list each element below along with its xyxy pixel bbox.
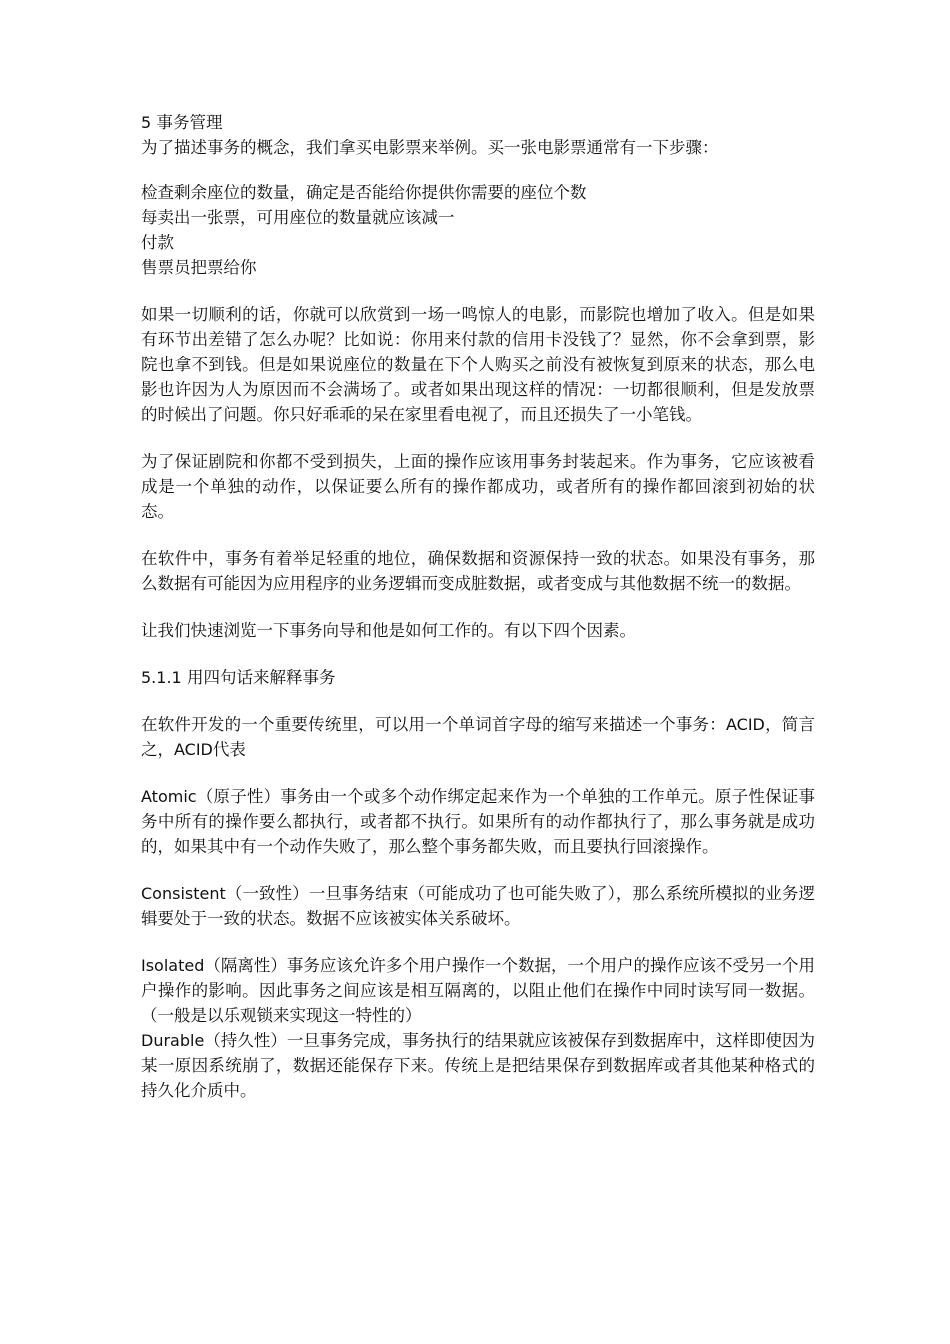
paragraph-scenario: 如果一切顺利的话，你就可以欣赏到一场一鸣惊人的电影，而影院也增加了收入。但是如果有环节出差错了怎么办呢？比如说：你用来付款的信用卡没钱了？显然，你不会拿到票，影院也拿不到钱。但是如果说座位的数量在下个人购买之前没有被恢复到原来的状态，那么电影也许因为人为原因而不会满场了。或者如果出现这样的情况：一切都很顺利，但是发放票的时候出了问题。你只好乖乖的呆在家里看电视了，而且还损失了一小笔钱。 xyxy=(141,305,815,424)
property-term: Consistent xyxy=(141,884,226,903)
step-item: 付款 xyxy=(141,233,174,252)
property-term: Atomic xyxy=(141,787,197,806)
paragraph-software: 在软件中，事务有着举足轻重的地位，确保数据和资源保持一致的状态。如果没有事务，那么数据有可能因为应用程序的业务逻辑而变成脏数据，或者变成与其他数据不统一的数据。 xyxy=(141,549,815,593)
property-term: Isolated xyxy=(141,956,205,975)
acid-intro xyxy=(141,712,815,762)
acid-intro-text: ，简言之， xyxy=(141,715,816,759)
property-text: （一致性）一旦事务结束（可能成功了也可能失败了），那么系统所模拟的业务逻辑要处于一致的状态。数据不应该被实体关系破坏。 xyxy=(141,884,815,928)
paragraph-protection: 为了保证剧院和你都不受到损失，上面的操作应该用事务封装起来。作为事务，它应该被看成是一个单独的动作，以保证要么所有的操作都成功，或者所有的操作都回滚到初始的状态。 xyxy=(141,452,815,521)
acid-intro-text: 在软件开发的一个重要传统里，可以用一个单词首字母的缩写来描述一个事务： xyxy=(141,715,726,734)
subsection-heading xyxy=(141,665,815,690)
acid-intro-text: 代表 xyxy=(212,740,246,759)
step-item: 每卖出一张票，可用座位的数量就应该减一 xyxy=(141,208,455,227)
document-page xyxy=(141,110,815,1103)
property-atomic xyxy=(141,784,815,859)
paragraph-overview: 让我们快速浏览一下事务向导和他是如何工作的。有以下四个因素。 xyxy=(141,621,636,640)
property-durable xyxy=(141,1028,815,1103)
acid-term: ACID xyxy=(174,740,213,759)
property-consistent xyxy=(141,881,815,931)
property-term: Durable xyxy=(141,1031,205,1050)
subsection-number: 5.1.1 xyxy=(141,668,182,687)
property-text: （持久性）一旦事务完成，事务执行的结果就应该被保存到数据库中，这样即使因为某一原因系统崩了，数据还能保存下来。传统上是把结果保存到数据库或者其他某种格式的持久化介质中。 xyxy=(141,1031,815,1100)
subsection-title: 用四句话来解释事务 xyxy=(186,668,336,687)
step-item: 检查剩余座位的数量，确定是否能给你提供你需要的座位个数 xyxy=(141,183,587,202)
intro-text: 为了描述事务的概念，我们拿买电影票来举例。买一张电影票通常有一下步骤： xyxy=(141,138,719,157)
section-title: 事务管理 xyxy=(156,113,223,132)
property-text: （原子性）事务由一个或多个动作绑定起来作为一个单独的工作单元。原子性保证事务中所有的操作要么都执行，或者都不执行。如果所有的动作都执行了，那么事务就是成功的，如果其中有一个动作失败了，那么整个事务都失败，而且要执行回滚操作。 xyxy=(141,787,815,856)
acid-term: ACID xyxy=(725,715,765,734)
section-heading xyxy=(141,110,815,135)
property-isolated xyxy=(141,953,815,1028)
step-item: 售票员把票给你 xyxy=(141,258,257,277)
section-number: 5 xyxy=(141,113,152,132)
property-text: （隔离性）事务应该允许多个用户操作一个数据，一个用户的操作应该不受另一个用户操作的影响。因此事务之间应该是相互隔离的，以阻止他们在操作中同时读写同一数据。（一般是以乐观锁来实现这一特性的） xyxy=(141,956,815,1025)
